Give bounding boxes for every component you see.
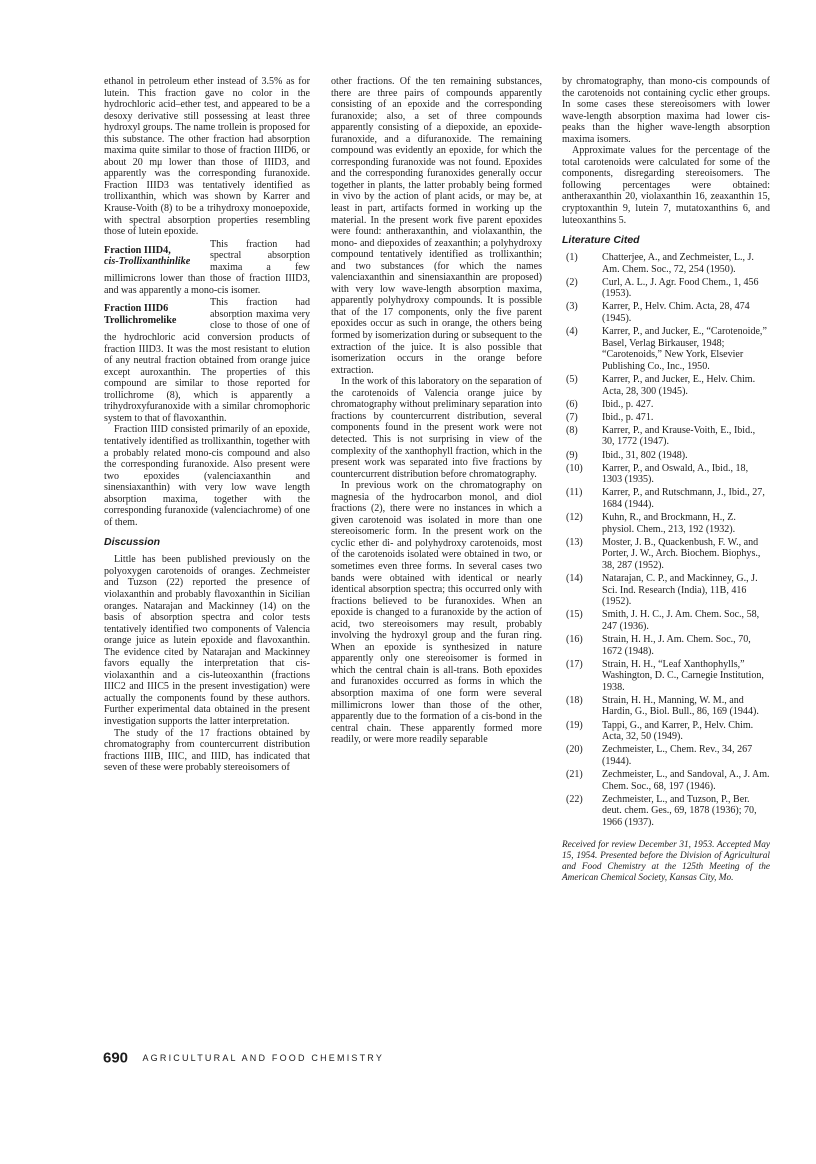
reference-text: Karrer, P., and Rutschmann, J., Ibid., 27, 1684 (1944). — [602, 487, 765, 510]
page-footer — [103, 1049, 384, 1067]
reference-item — [562, 634, 770, 657]
reference-list — [562, 252, 770, 828]
fraction-iiid6-text: This fraction had absorption maxima very close to those of one of the hydrochloric acid conversion products of fraction IIID3. It was the most resistant to elution of any neutral fraction obtained from orange juice except auroxanthin. The properties of this compound are similar to those reported for trollichrome (8), which is apparently a trihydroxyfuranoxide with a similar chromophoric system to that of flavoxanthin. — [104, 297, 310, 424]
reference-item — [562, 744, 770, 767]
reference-text: Natarajan, C. P., and Mackinney, G., J. Sci. Ind. Research (India), 11B, 416 (1952). — [602, 573, 758, 608]
reference-number: (8) — [566, 424, 578, 436]
body-paragraph: The study of the 17 fractions obtained by chromatography from countercurrent distribution fractions IIIB, IIIC, and IIID, has indicated that seven of these were probably stereoisomers of — [104, 727, 310, 774]
reference-text: Tappi, G., and Karrer, P., Helv. Chim. Acta, 32, 50 (1949). — [602, 719, 754, 743]
reference-item — [562, 659, 770, 694]
reference-text: Strain, H. H., Manning, W. M., and Hardin, G., Biol. Bull., 86, 169 (1944). — [602, 694, 759, 718]
received-note: Received for review December 31, 1953. Accepted May 15, 1954. Presented before the Division of Agricultural and Food Chemistry at the 125th Meeting of the American Chemical Society, Kansas City, Mo. — [562, 840, 770, 883]
reference-number: (5) — [566, 373, 578, 385]
reference-item — [562, 537, 770, 572]
body-paragraph: by chromatography, than mono-cis compounds of the carotenoids not containing cyclic ether groups. In some cases these stereoisomers with lower wave-length absorption maxima had lower cis-peaks than the higher wave-length absorption maxima isomers. — [562, 76, 770, 145]
fraction-iiid4-section — [104, 239, 310, 297]
reference-number: (17) — [566, 658, 583, 670]
reference-text: Ibid., p. 427. — [602, 398, 654, 410]
reference-number: (18) — [566, 694, 583, 706]
reference-text: Karrer, P., and Jucker, E., “Carotenoide,” Basel, Verlag Birkauser, 1948; “Carotenoids,” New York, Elsevier Publishing Co., Inc., 1950. — [602, 326, 767, 372]
reference-number: (13) — [566, 536, 583, 548]
reference-text: Karrer, P., and Jucker, E., Helv. Chim. Acta, 28, 300 (1945). — [602, 373, 756, 397]
reference-number: (1) — [566, 252, 578, 264]
reference-number: (2) — [566, 276, 578, 288]
reference-item — [562, 512, 770, 535]
reference-item — [562, 326, 770, 372]
reference-text: Karrer, P., and Oswald, A., Ibid., 18, 1303 (1935). — [602, 462, 749, 486]
reference-text: Kuhn, R., and Brockmann, H., Z. physiol. Chem., 213, 192 (1932). — [602, 512, 736, 535]
reference-number: (10) — [566, 462, 583, 474]
reference-number: (19) — [566, 719, 583, 731]
body-paragraph: In previous work on the chromatography on magnesia of the hydrocarbon monol, and diol fractions (2), there were no instances in which a given carotenoid was isolated in more than one stereoisomeric form. In the present work on the cyclic ether di- and polyhydroxy carotenoids, most of the carotenoids isolated were obtained in two, or sometimes even three forms. In several cases two bands were obtained with identical or nearly identical absorption spectra; this occurred only with fractions believed to be furanoxides. When an epoxide is changed to a furanoxide by the action of acid, two stereoisomers may result, probably involving the hydroxyl group and the furan ring. When an epoxide is synthesized in nature apparently only one stereoisomer is formed in which the central chain is all-trans. Both epoxides and furanoxides occurred as forms in which the absorption maxima of one form were several millimicrons lower than those of the other, apparently due to the formation of a cis-bond in the central chain. These apparently formed more readily, or were more readily separable — [331, 480, 542, 746]
reference-item — [562, 252, 770, 275]
reference-text: Ibid., p. 471. — [602, 411, 654, 423]
reference-item — [562, 399, 770, 411]
reference-item — [562, 573, 770, 608]
reference-text: Zechmeister, L., and Sandoval, A., J. Am. Chem. Soc., 68, 197 (1946). — [602, 768, 770, 792]
reference-item — [562, 301, 770, 324]
reference-item — [562, 450, 770, 462]
reference-number: (3) — [566, 301, 578, 313]
reference-number: (7) — [566, 411, 578, 423]
fraction-title-line: Trollichromelike — [104, 314, 177, 326]
fraction-iiid4-title — [104, 245, 204, 268]
fraction-iiid6-section — [104, 297, 310, 424]
reference-number: (16) — [566, 633, 583, 645]
reference-number: (9) — [566, 449, 578, 461]
reference-text: Zechmeister, L., Chem. Rev., 34, 267 (1944). — [602, 744, 753, 767]
reference-number: (6) — [566, 398, 578, 410]
reference-number: (15) — [566, 609, 583, 621]
literature-cited-heading: Literature Cited — [562, 234, 640, 247]
reference-number: (11) — [566, 487, 583, 499]
reference-text: Curl, A. L., J. Agr. Food Chem., 1, 456 (1953). — [602, 276, 759, 300]
body-paragraph: Approximate values for the percentage of the total carotenoids were calculated for some of the components, disregarding stereoisomers. The following percentages were obtained: antheraxanthin 20, violaxanthin 16, zeaxanthin 15, cryptoxanthin 9, lutein 7, mutatoxanthins 6, and luteoxanthins 5. — [562, 145, 770, 226]
reference-item — [562, 374, 770, 397]
body-paragraph: other fractions. Of the ten remaining substances, there are three pairs of compounds apparently consisting of an epoxide and the corresponding furanoxide; also, a set of three compounds apparently consisting of a diepoxide, an epoxide-furanoxide, and a difuranoxide. The remaining compound was evidently an epoxide, for which the corresponding furanoxide was not found. Epoxides and the corresponding furanoxides generally occur together in plants, the latter probably being formed in vivo by the action of plant acids, or may be, at least in part, artifacts formed in working up the material. In the present work five parent epoxides were found: antheraxanthin, and violaxanthin, the mono- and diepoxides of zeaxanthin; a polyhydroxy compound tentatively identified as trollixanthin; and two substances (for which the names valenciaxanthin and sinensiaxanthin are proposed) with very low wave-length absorption maxima, apparently polyhydroxy compounds. It is possible that of the 17 components, only the five parent epoxides occur as such in orange, the others being formed by isomerization during or subsequent to the extraction of the juice. It is also possible that isomerization occurs in the orange before extraction. — [331, 76, 542, 376]
reference-text: Karrer, P., and Krause-Voith, E., Ibid., 30, 1772 (1947). — [602, 424, 756, 448]
reference-item — [562, 277, 770, 300]
reference-item — [562, 463, 770, 486]
text-column-middle — [331, 76, 542, 746]
reference-item — [562, 695, 770, 718]
journal-name: AGRICULTURAL AND FOOD CHEMISTRY — [142, 1052, 385, 1063]
fraction-title-line: Fraction IIID6 — [104, 303, 169, 315]
reference-item — [562, 425, 770, 448]
reference-number: (14) — [566, 573, 583, 585]
reference-number: (21) — [566, 768, 583, 780]
reference-text: Moster, J. B., Quackenbush, F. W., and Porter, J. W., Arch. Biochem. Biophys., 38, 287 (1952). — [602, 536, 761, 571]
fraction-title-line: cis-Trollixanthinlike — [104, 256, 191, 268]
text-column-right — [562, 76, 770, 893]
discussion-heading: Discussion — [104, 536, 161, 549]
body-paragraph: Little has been published previously on the polyoxygen carotenoids of oranges. Zechmeister and Tuzson (22) reported the presence of violaxanthin and probably flavoxanthin in Sicilian oranges. Natarajan and Mackinney (14) on the basis of absorption spectra and color tests tentatively identified two components of Valencia orange juice as lutein epoxide and flavoxanthin. The evidence cited by Natarajan and Mackinney favors equally the interpretation that cis-violaxanthin and a cis-luteoxanthin (fractions IIIC2 and IIIC5 in the present investigation) were actually the components found by these authors. Further experimental data obtained in the present investigation supports the latter interpretation. — [104, 554, 310, 727]
reference-item — [562, 769, 770, 792]
reference-number: (20) — [566, 744, 583, 756]
body-paragraph: Fraction IIID consisted primarily of an epoxide, tentatively identified as trollixanthin, together with a probably related mono-cis compound and also the corresponding furanoxide. Also present were two epoxides (valenciaxanthin and sinensiaxanthin) with very low wave length absorption maxima, together with the corresponding furanoxide (valenciachrome) of one of them. — [104, 424, 310, 528]
reference-item — [562, 794, 770, 829]
fraction-iiid6-title — [104, 303, 204, 326]
fraction-title-line: Fraction IIID4, — [104, 244, 171, 256]
reference-item — [562, 487, 770, 510]
reference-number: (4) — [566, 326, 578, 338]
reference-item — [562, 609, 770, 632]
reference-number: (22) — [566, 793, 583, 805]
reference-number: (12) — [566, 512, 583, 524]
reference-text: Smith, J. H. C., J. Am. Chem. Soc., 58, 247 (1936). — [602, 609, 760, 632]
page-number: 690 — [103, 1049, 129, 1067]
reference-text: Karrer, P., Helv. Chim. Acta, 28, 474 (1945). — [602, 301, 750, 325]
fraction-iiid4-text: This fraction had spectral absorption maxima a few millimicrons lower than those of fraction IIID3, and was apparently a mono-cis isomer. — [104, 238, 310, 296]
reference-item — [562, 412, 770, 424]
reference-text: Zechmeister, L., and Tuzson, P., Ber. deut. chem. Ges., 69, 1878 (1936); 70, 1966 (1937). — [602, 793, 757, 828]
reference-text: Ibid., 31, 802 (1948). — [602, 449, 688, 461]
body-paragraph: In the work of this laboratory on the separation of the carotenoids of Valencia orange juice by chromatography without preliminary separation into fractions by countercurrent distribution, several components found in the present work were not detected. This is not surprising in view of the complexity of the xanthophyll fraction, which in the present work was separated into five fractions by countercurrent distribution before chromatography. — [331, 376, 542, 480]
text-column-left — [104, 76, 310, 774]
reference-text: Strain, H. H., J. Am. Chem. Soc., 70, 1672 (1948). — [602, 633, 751, 657]
reference-item — [562, 720, 770, 743]
body-paragraph: ethanol in petroleum ether instead of 3.5% as for lutein. This fraction gave no color in the hydrochloric acid–ether test, and appeared to be a desoxy derivative still possessing at least three hydroxyl groups. The name trollein is proposed for this substance. The other fraction had absorption maxima quite similar to those of fraction IIID6, or about 20 mμ lower than those of IIID3, and apparently was the corresponding furanoxide. Fraction IIID3 was tentatively identified as trollixanthin, which was shown by Karrer and Krause-Voith (8) to be a trihydroxy monoepoxide, with spectral absorption properties resembling those of lutein epoxide. — [104, 76, 310, 238]
reference-text: Strain, H. H., “Leaf Xanthophylls,” Washington, D. C., Carnegie Institution, 1938. — [602, 658, 764, 693]
reference-text: Chatterjee, A., and Zechmeister, L., J. Am. Chem. Soc., 72, 254 (1950). — [602, 252, 754, 275]
